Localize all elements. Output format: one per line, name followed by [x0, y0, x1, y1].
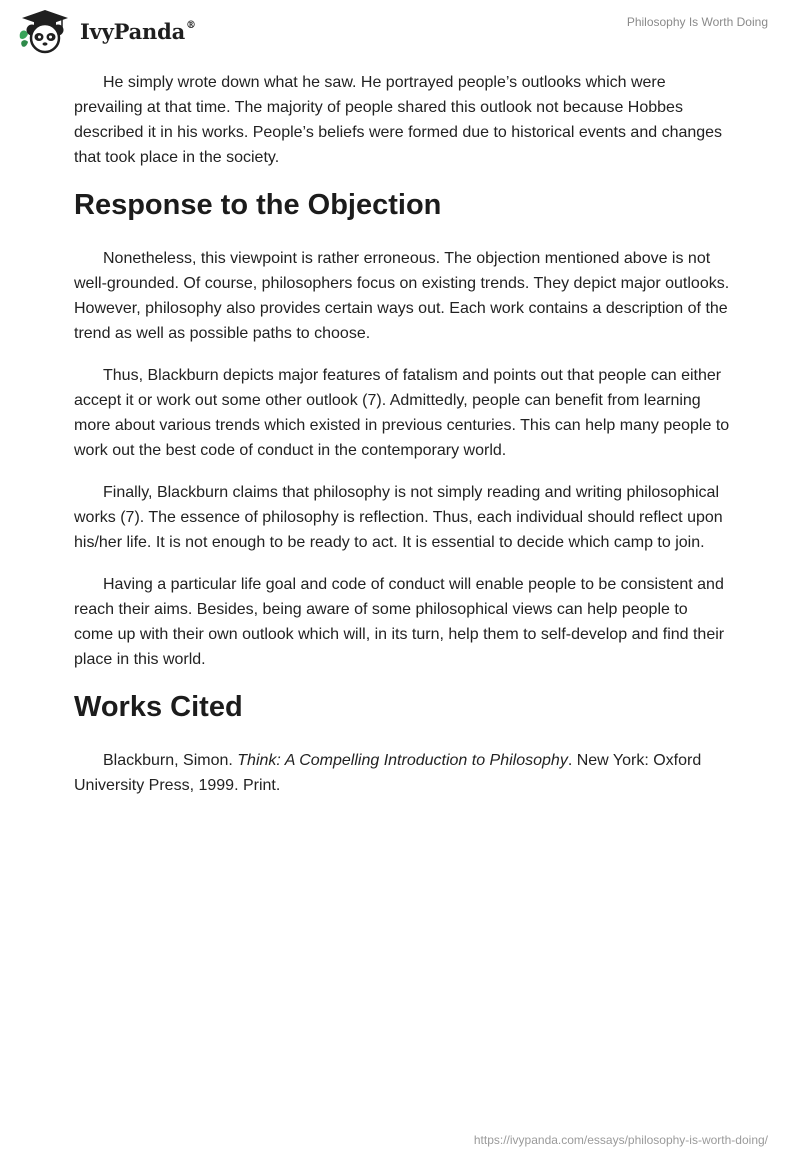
registered-mark: ® — [186, 19, 196, 31]
section-heading-response: Response to the Objection — [74, 189, 442, 221]
citation-title: Think: A Compelling Introduction to Philosophy — [237, 752, 568, 769]
panda-graduate-icon — [16, 8, 74, 54]
source-url-link[interactable]: https://ivypanda.com/essays/philosophy-is-worth-doing/ — [473, 1133, 768, 1147]
paragraph: Finally, Blackburn claims that philosophy is not simply reading and writing philosophical works (7). The essence of philosophy is reflection. Thus, each individual should reflect upon his/her life. It is not enough to be ready to act. It is essential to decide which camp to join. — [74, 484, 723, 551]
citation-publication: . New York: Oxford University Press, 1999. Print. — [74, 752, 702, 794]
paragraph: Thus, Blackburn depicts major features of fatalism and points out that people can either accept it or work out some other outlook (7). Admittedly, people can benefit from learning more about various trends which existed in previous centuries. This can help many people to work out the best code of conduct in the contemporary world. — [74, 367, 730, 459]
brand-name: IvyPanda® — [80, 18, 196, 44]
article-body — [74, 70, 730, 815]
section-heading-works-cited: Works Cited — [74, 691, 243, 723]
paragraph-intro: He simply wrote down what he saw. He portrayed people’s outlooks which were prevailing at that time. The majority of people shared this outlook not because Hobbes described it in his works. People’s beliefs were formed due to historical events and changes that took place in the society. — [74, 74, 723, 166]
paragraph: Nonetheless, this viewpoint is rather erroneous. The objection mentioned above is not well-grounded. Of course, philosophers focus on existing trends. They depict major outlooks. However, philosophy also provides certain ways out. Each work contains a description of the trend as well as possible paths to choose. — [74, 250, 730, 342]
citation-entry — [74, 748, 730, 798]
citation-author: Blackburn, Simon. — [103, 752, 238, 769]
running-title: Philosophy Is Worth Doing — [626, 15, 768, 29]
page-header — [0, 0, 800, 60]
brand-logo[interactable] — [16, 8, 196, 54]
paragraph: Having a particular life goal and code of conduct will enable people to be consistent and reach their aims. Besides, being aware of some philosophical views can help people to come up with their own outlook which will, in its turn, help them to self-develop and find their place in this world. — [74, 576, 725, 668]
